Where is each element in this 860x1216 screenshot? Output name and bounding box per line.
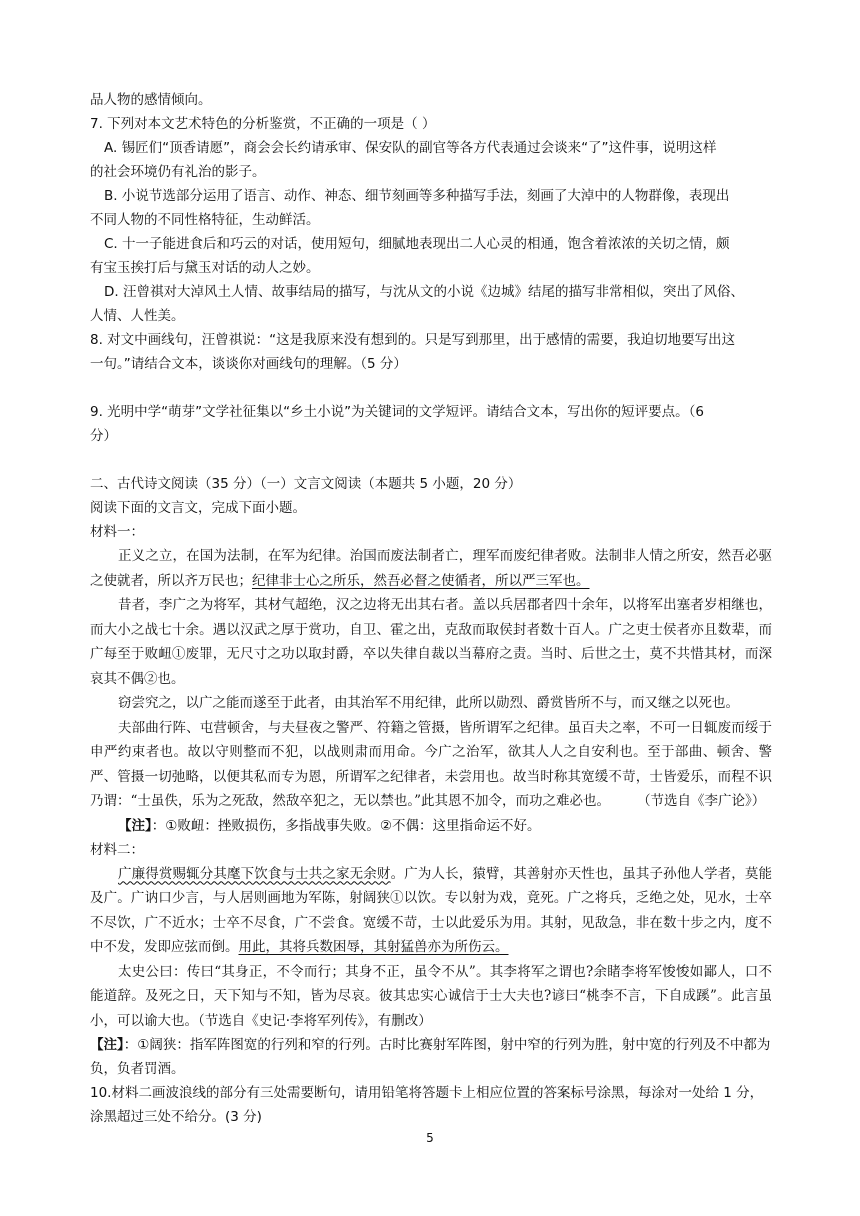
option-a: A. 锡匠们“顶香请愿”，商会会长约请承审、保安队的副官等各方代表通过会谈来“了”这件事，说明这样 — [104, 140, 717, 156]
option-a-cont: 的社会环境仍有礼治的影子。 — [90, 164, 266, 180]
option-d: D. 汪曾祺对大淖风土人情、故事结局的描写，与沈从文的小说《边城》结尾的描写非常相似，突出了风俗、 — [104, 284, 744, 300]
material-1-paragraph-3: 窃尝究之，以广之能而遂至于此者，由其治军不用纪律，此所以勋烈、爵赏皆所不与，而又继之以死也。 — [118, 695, 739, 711]
m1-p1-text: 正义之立，在国为法制，在军为纪律。治国而废法制者亡，理军而废纪律者败。法制非人情之所安，然吾必驱之使就者，所以齐万民也； — [90, 548, 772, 589]
m2-underlined-sentence: 用此，其将兵数困辱，其射猛兽亦为所伤云。 — [238, 939, 509, 955]
material-2-paragraph-1 — [90, 862, 772, 960]
instruction: 阅读下面的文言文，完成下面小题。 — [90, 500, 306, 516]
option-d-cont: 人情、人性美。 — [90, 308, 185, 324]
material-1-paragraph-2: 昔者，李广之为将军，其材气超绝，汉之边将无出其右者。盖以兵居郡者四十余年，以将军出塞者岁相继也，而大小之战七十余。遇以汉武之厚于赏功，自卫、霍之出，克敌而取侯封者数十百人。广之吏士侯者亦且数辈，而广每至于败衄①废罪，无尺寸之功以取封爵，卒以失律自裁以当幕府之责。当时、后世之士，莫不共惜其材，而深哀其不偶②也。 — [90, 597, 772, 687]
material-2-note — [90, 1033, 772, 1081]
material-2-paragraph-2: 太史公曰：传曰“其身正，不令而行；其身不正，虽令不从”。其李将军之谓也?余睹李将军悛悛如鄙人，口不能道辞。及死之日，天下知与不知，皆为尽哀。彼其忠实心诚信于士大夫也?谚曰“桃李不言，下自成蹊”。此言虽小，可以谕大也。（节选自《史记·李将军列传》，有删改） — [90, 963, 772, 1029]
text-line: 品人物的感情倾向。 — [90, 92, 212, 108]
question-9-cont: 分） — [90, 428, 117, 444]
note-text: ：①阔狭：指军阵图宽的行列和窄的行列。古时比赛射军阵图，射中窄的行列为胜，射中宽的行列及不中都为负，负者罚酒。 — [90, 1037, 771, 1077]
option-c: C. 十一子能进食后和巧云的对话，使用短句，细腻地表现出二人心灵的相通，饱含着浓浓的关切之情，颇 — [104, 236, 730, 252]
m1-source: （节选自《李广论》） — [637, 793, 766, 809]
page-number: 5 — [426, 1131, 434, 1145]
m1-p1-underlined: 纪律非士心之所乐，然吾必督之使循者，所以严三军也。 — [252, 572, 590, 589]
option-b: B. 小说节选部分运用了语言、动作、神态、细节刻画等多种描写手法，刻画了大淖中的人物群像，表现出 — [104, 188, 730, 204]
material-1-paragraph-1 — [90, 544, 772, 593]
question-8: 8. 对文中画线句，汪曾祺说：“这是我原来没有想到的。只是写到那里，出于感情的需要，我迫切地要写出这 — [90, 332, 736, 348]
option-c-cont: 有宝玉挨打后与黛玉对话的动人之妙。 — [90, 260, 320, 276]
note-label: 【注】 — [90, 1037, 124, 1053]
material-1-paragraph-4 — [90, 716, 772, 814]
section-heading: 二、古代诗文阅读（35 分）（一）文言文阅读（本题共 5 小题，20 分） — [90, 476, 522, 492]
material-1-note — [90, 814, 772, 838]
question-7: 7. 下列对本文艺术特色的分析鉴赏，不正确的一项是（ ） — [90, 116, 436, 132]
note-label: 【注】 — [118, 817, 152, 834]
option-b-cont: 不同人物的不同性格特征，生动鲜活。 — [90, 212, 320, 228]
question-8-cont: 一句。”请结合文本，谈谈你对画线句的理解。（5 分） — [90, 356, 407, 372]
question-10: 10.材料二画波浪线的部分有三处需要断句，请用铅笔将答题卡上相应位置的答案标号涂黑，每涂对一处给 1 分，涂黑超过三处不给分。(3 分) — [90, 1085, 764, 1125]
material-2-label: 材料二： — [90, 841, 144, 858]
m2-wavy-sentence: 广廉得赏赐辄分其麾下饮食与士共之家无余财 — [118, 865, 391, 882]
material-1-label: 材料一： — [90, 524, 144, 540]
question-9: 9. 光明中学“萌芽”文学社征集以“乡土小说”为关键词的文学短评。请结合文本，写出你的短评要点。（6 — [90, 404, 704, 420]
note-text: ：①败衄：挫败损伤，多指战事失败。②不偶：这里指命运不好。 — [151, 817, 541, 834]
m2-p1-text: 。广为人长，猿臂，其善射亦天性也，虽其子孙他人学者，莫能及广。广讷口少言，与人居则画地为军陈，射阔狭①以饮。专以射为戏，竟死。广之将兵，乏绝之处，见水，士卒不尽饮，广不近水；士卒不尽食，广不尝食。宽缓不苛，士以此爱乐为用。其射，见敌急，非在数十步之内，度不中不发，发即应弦而倒。 — [90, 865, 773, 955]
m1-p4-text: 夫部曲行阵、屯营顿舍，与夫昼夜之警严、符籍之管摄，皆所谓军之纪律。虽百夫之率，不可一日辄废而绥于申严约束者也。故以守则整而不犯，以战则肃而用命。今广之治军，欲其人人之自安利也。至于部曲、顿舍、警严、管摄一切弛略，以便其私而专为恩，所谓军之纪律者，未尝用也。故当时称其宽缓不苛，士皆爱乐，而程不识乃谓：“士虽佚，乐为之死敌，然敌卒犯之，无以禁也。”此其恩不加令，而功之难必也。 — [90, 719, 772, 809]
